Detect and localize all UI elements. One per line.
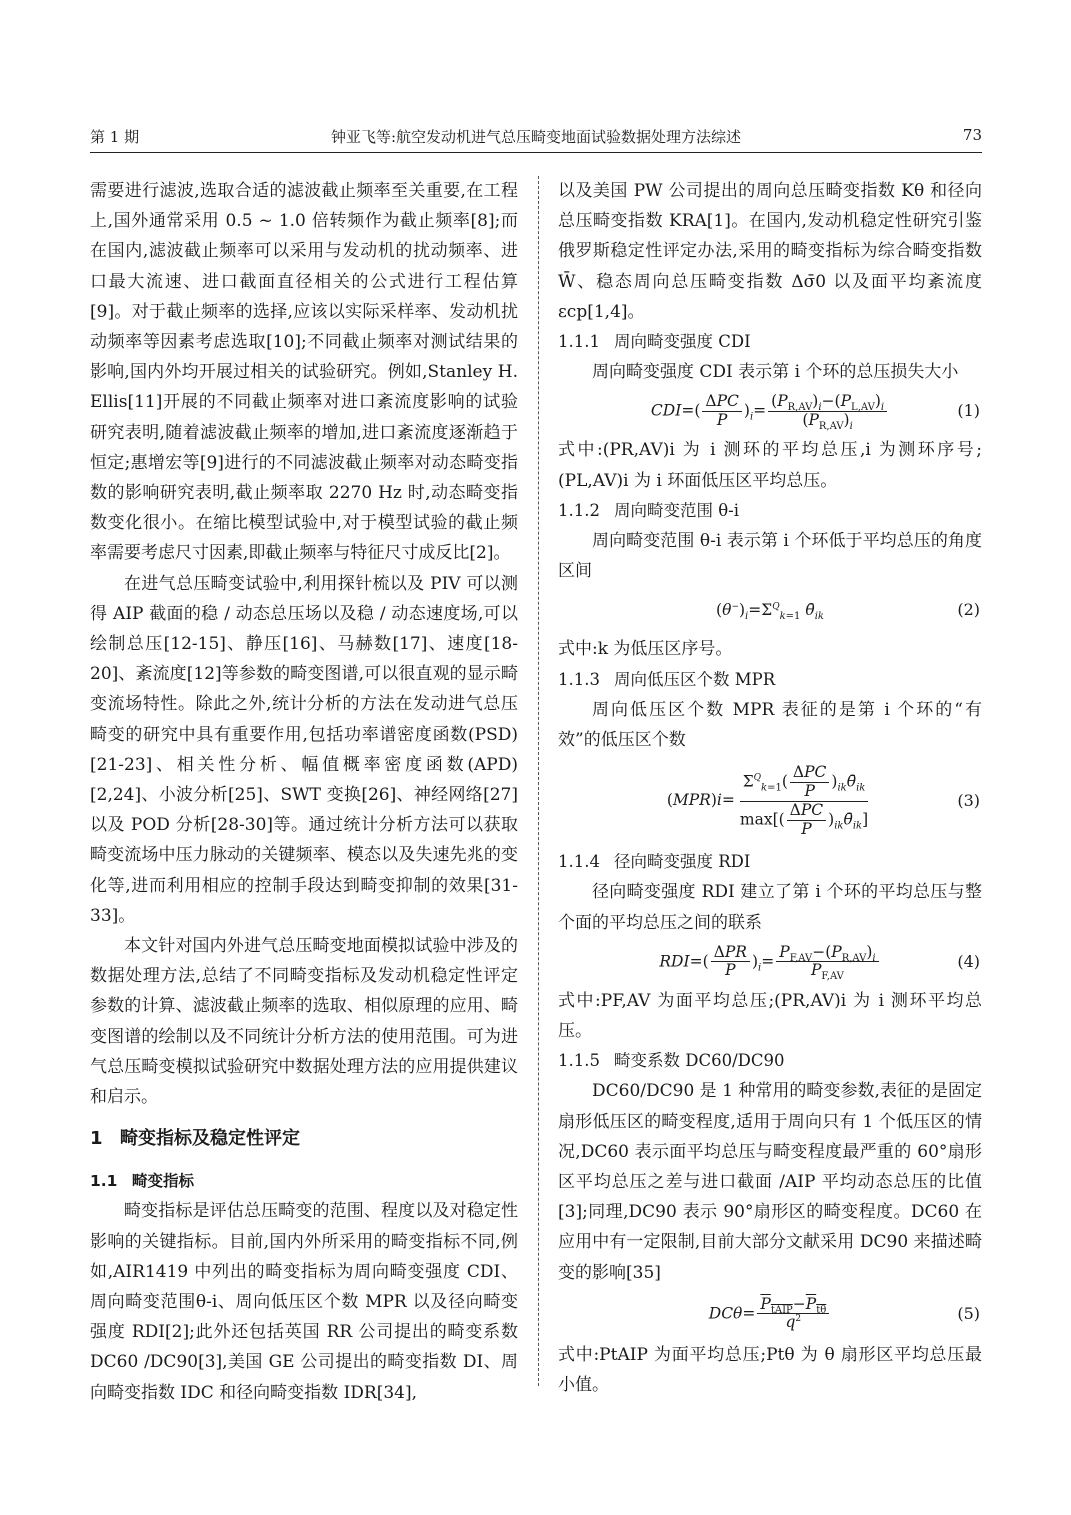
- paragraph: 需要进行滤波,选取合适的滤波截止频率至关重要,在工程上,国外通常采用 0.5 ~ 1.0 倍转频作为截止频率[8];而在国内,滤波截止频率可以采用与发动机的扰动频率、进口最大流速、进口截面直径相关的公式进行工程估算[9]。对于截止频率的选择,应该以实际采样率、发动机扰动频率等因素考虑选取[10];不同截止频率对测试结果的影响,国内外均开展过相关的试验研究。例如,Stanley H. Ellis[11]开展的不同截止频率对进口紊流度影响的试验研究表明,随着滤波截止频率的增加,进口紊流度逐渐趋于恒定;惠增宏等[9]进行的不同滤波截止频率对动态畸变指数的影响研究表明,截止频率取 2270 Hz 时,动态畸变指数变化很小。在缩比模型试验中,对于模型试验的截止频率需要考虑尺寸因素,即截止频率与特征尺寸成反比[2]。: [90, 181, 518, 564]
- paragraph: 畸变指标是评估总压畸变的范围、程度以及对稳定性影响的关键指标。目前,国内外所采用的畸变指标不同,例如,AIR1419 中列出的畸变指标为周向畸变强度 CDI、周向畸变范围θ-i、周向低压区个数 MPR 以及径向畸变强度 RDI[2];此外还包括英国 RR 公司提出的畸变系数 DC60 /DC90[3],美国 GE 公司提出的畸变指数 DI、周向畸变指数 IDC 和径向畸变指数 IDR[34],: [90, 1201, 518, 1403]
- subsubsection-title: 周向畸变范围 θ-i: [614, 500, 740, 520]
- equation-1: CDI=( $\frac{\text{ΔPC}}{P}$ )$_i=$ $\frac{(P_{R,AV})_i-(P_{L,AV})_i}{(P_{R,AV})_i}$ (1): [650, 392, 980, 433]
- equation-number: (3): [957, 791, 980, 811]
- equation-2: $(\theta^-)_i=\Sigma^Q_{k=1}$ $\thetā_{ik}$ (2): [558, 586, 982, 634]
- subsubsection-heading: [558, 847, 982, 877]
- header-rule: [90, 152, 982, 153]
- left-column: [90, 176, 518, 1408]
- subsubsection-title: 周向畸变强度 CDI: [614, 332, 751, 352]
- equation-5: DCθ= $\frac{P_{tAIP}-P_{t\theta}}{q^2}$ (5): [708, 1294, 980, 1332]
- subsubsection-number: 1.1.4: [558, 852, 600, 872]
- paragraph: 以及美国 PW 公司提出的周向总压畸变指数 Kθ 和径向总压畸变指数 KRA[1]。在国内,发动机稳定性研究引鉴俄罗斯稳定性评定办法,采用的畸变指标为综合畸变指数 W̄、稳态周向总压畸变指数 Δσ̄0 以及面平均紊流度 εcp[1,4]。: [558, 181, 982, 322]
- paragraph: 径向畸变强度 RDI 建立了第 i 个环的平均总压与整个面的平均总压之间的联系: [558, 882, 982, 933]
- equation-note: 式中:k 为低压区序号。: [558, 639, 733, 660]
- subsection-number: 1.1: [90, 1172, 118, 1191]
- paragraph: 周向畸变强度 CDI 表示第 i 个环的总压损失大小: [592, 362, 959, 383]
- equation-number: (4): [957, 951, 980, 971]
- right-column: [558, 176, 982, 1400]
- equation-number: (1): [957, 401, 980, 421]
- subsection-heading: [90, 1166, 518, 1196]
- equation-3: (MPR)i= $\Sigma^Q_{k=1}$( $\frac{\text{ΔPC}}{P}$ )$_{ik}\thetā_{ik}$ max[( $\frac{\text{ΔPC}}{P}$ )$_{ik}\thetā_{ik}$] (3): [666, 763, 980, 838]
- section-number: 1: [90, 1128, 103, 1150]
- subsection-title: 畸变指标: [132, 1172, 195, 1191]
- section-title: 畸变指标及稳定性评定: [120, 1128, 300, 1150]
- equation-note: 式中:PtAIP 为面平均总压;Ptθ 为 θ 扇形区平均总压最小值。: [558, 1344, 982, 1396]
- equation-number: (2): [957, 600, 980, 620]
- paragraph: DC60/DC90 是 1 种常用的畸变参数,表征的是固定扇形低压区的畸变程度,适用于周向只有 1 个低压区的情况,DC60 表示面平均总压与畸变程度最严重的 60°扇形区平均总压之差与进口截面 /AIP 平均动态总压的比值[3];同理,DC90 表示 90°扇形区的畸变程度。DC60 在应用中有一定限制,目前大部分文献采用 DC90 来描述畸变的影响[35]: [558, 1081, 982, 1283]
- equation-4: RDI=( $\frac{\text{ΔPR}}{P}$ )$_i=$ $\frac{P_{F,AV}-(P_{R,AV})_i}{P_{F,AV}}$ (4): [659, 942, 980, 983]
- paragraph: 周向畸变范围 θ-i 表示第 i 个环低于平均总压的角度区间: [558, 531, 982, 582]
- subsubsection-heading: [558, 665, 982, 695]
- paragraph: 周向低压区个数 MPR 表征的是第 i 个环的“有效”的低压区个数: [558, 699, 982, 751]
- paragraph: 本文针对国内外进气总压畸变地面模拟试验中涉及的数据处理方法,总结了不同畸变指标及发动机稳定性评定参数的计算、滤波截止频率的选取、相似原理的应用、畸变图谱的绘制以及不同统计分析方法的使用范围。可为进气总压畸变模拟试验研究中数据处理方法的应用提供建议和启示。: [90, 936, 518, 1108]
- running-header: [90, 126, 982, 152]
- equation-note: 式中:(PR,AV)i 为 i 测环的平均总压,i 为测环序号;(PL,AV)i 为 i 环面低压区平均总压。: [558, 440, 982, 491]
- subsubsection-number: 1.1.3: [558, 669, 600, 689]
- subsubsection-number: 1.1.2: [558, 500, 600, 520]
- column-separator: [538, 176, 539, 1386]
- issue-label: 第 1 期: [90, 128, 140, 146]
- running-title: 钟亚飞等:航空发动机进气总压畸变地面试验数据处理方法综述: [330, 128, 742, 146]
- subsubsection-heading: [558, 496, 982, 526]
- subsubsection-title: 径向畸变强度 RDI: [614, 852, 751, 872]
- page-number: 73: [962, 126, 982, 144]
- paragraph: 在进气总压畸变试验中,利用探针梳以及 PIV 可以测得 AIP 截面的稳 / 动态总压场以及稳 / 动态速度场,可以绘制总压[12-15]、静压[16]、马赫数[17]、速度[18-20]、紊流度[12]等参数的畸变图谱,可以很直观的显示畸变流场特性。除此之外,统计分析的方法在发动进气总压畸变的研究中具有重要作用,包括功率谱密度函数(PSD)[21-23]、相关性分析、幅值概率密度函数(APD)[2,24]、小波分析[25]、SWT 变换[26]、神经网络[27]以及 POD 分析[28-30]等。通过统计分析方法可以获取畸变流场中压力脉动的关键频率、模态以及失速先兆的变化等,进而利用相应的控制手段达到畸变抑制的效果[31-33]。: [90, 573, 518, 926]
- subsubsection-heading: [558, 327, 982, 357]
- section-heading: [90, 1124, 518, 1154]
- equation-number: (5): [957, 1303, 980, 1323]
- subsubsection-number: 1.1.5: [558, 1051, 600, 1071]
- subsubsection-number: 1.1.1: [558, 332, 600, 352]
- equation-note: 式中:PF,AV 为面平均总压;(PR,AV)i 为 i 测环平均总压。: [558, 990, 982, 1042]
- subsubsection-title: 周向低压区个数 MPR: [614, 669, 776, 689]
- subsubsection-title: 畸变系数 DC60/DC90: [614, 1051, 785, 1071]
- subsubsection-heading: [558, 1046, 982, 1076]
